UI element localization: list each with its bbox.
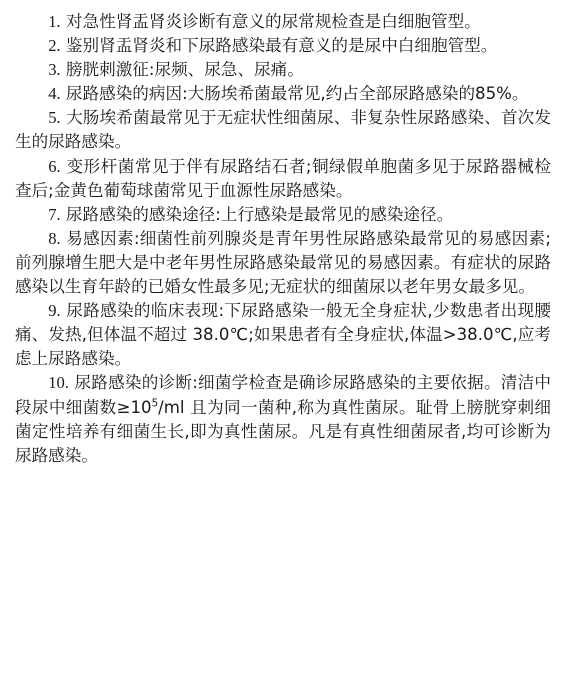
list-item-5 (15, 106, 551, 154)
item-number: 1. (48, 12, 61, 31)
list-item-3 (15, 58, 551, 82)
item-number: 2. (48, 36, 61, 56)
item-number: 7. (48, 204, 61, 224)
item-text-after-superscript: /ml 且为同一菌种,称为真性菌尿。耻骨上膀胱穿刺细菌定性培养有细菌生长,即为真性菌尿。凡是有真性细菌尿者,均可诊断为尿路感染。 (15, 397, 551, 465)
list-item-1 (15, 10, 551, 34)
item-text: 膀胱刺激征:尿频、尿急、尿痛。 (65, 60, 304, 80)
list-item-7 (15, 203, 551, 227)
list-item-9 (15, 299, 551, 371)
item-text-before-superscript: 尿路感染的诊断:细菌学检查是确诊尿路感染的主要依据。清洁中段尿中细菌数≥10 (15, 373, 552, 417)
item-number: 5. (48, 108, 61, 128)
item-text: 尿路感染的感染途径:上行感染是最常见的感染途径。 (65, 204, 454, 224)
item-text: 易感因素:细菌性前列腺炎是青年男性尿路感染最常见的易感因素;前列腺增生肥大是中老年男性尿路感染最常见的易感因素。有症状的尿路感染以生育年龄的已婚女性最多见;无症状的细菌尿以老年男女最多见。 (15, 228, 551, 297)
list-item-2 (15, 34, 551, 58)
item-number: 3. (48, 60, 61, 80)
item-number: 10. (48, 373, 69, 393)
list-item-8 (15, 227, 551, 299)
list-item-10 (15, 371, 551, 467)
item-text: 尿路感染的临床表现:下尿路感染一般无全身症状,少数患者出现腰痛、发热,但体温不超过 38.0℃;如果患者有全身症状,体温>38.0℃,应考虑上尿路感染。 (15, 301, 551, 369)
item-text: 尿路感染的病因:大肠埃希菌最常见,约占全部尿路感染的85%。 (65, 84, 529, 104)
item-number: 4. (48, 84, 61, 104)
item-number: 8. (48, 228, 61, 248)
item-number: 9. (48, 301, 61, 321)
item-text: 大肠埃希菌最常见于无症状性细菌尿、非复杂性尿路感染、首次发生的尿路感染。 (15, 108, 552, 152)
item-text: 变形杆菌常见于伴有尿路结石者;铜绿假单胞菌多见于尿路器械检查后;金黄色葡萄球菌常见于血源性尿路感染。 (15, 156, 551, 200)
list-item-6 (15, 155, 551, 203)
superscript-exponent: 5 (151, 396, 159, 409)
list-item-4 (15, 82, 551, 106)
item-number: 6. (48, 156, 61, 176)
item-text: 鉴别肾盂肾炎和下尿路感染最有意义的是尿中白细胞管型。 (65, 36, 498, 56)
item-text: 对急性肾盂肾炎诊断有意义的尿常规检查是白细胞管型。 (65, 12, 481, 31)
